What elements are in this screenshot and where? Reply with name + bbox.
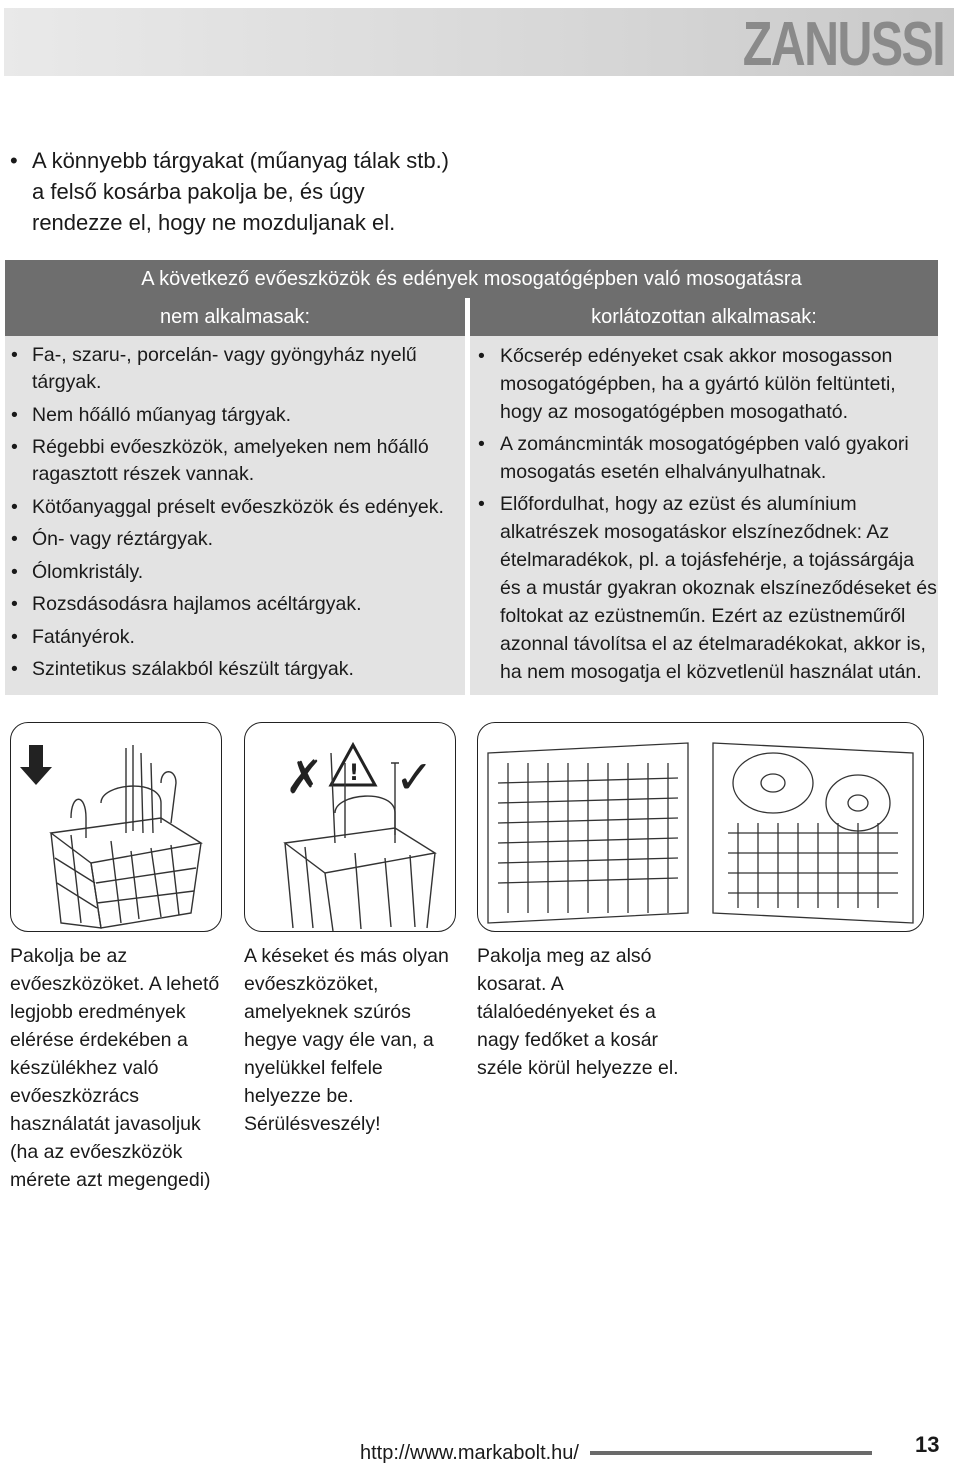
list-item: • Előfordulhat, hogy az ezüst és alumínium alkatrészek mosogatáskor elszíneződnek: Az ételmaradékok, pl. a tojásfehérje, a tojássárgája és a mustár gyakran okoznak elszíneződéseket és foltokat az ezüstneműn. Ezért az ezüstneműről azonnal távolítsa el az ételmaradékokat, akkor is, ha nem mosogatja el közvetlenül használat után.: [478, 493, 937, 683]
page-number: 13: [915, 1432, 940, 1457]
cutlery-basket-figure: [10, 722, 222, 932]
knives-warning-figure: [244, 722, 456, 932]
list-item: • Fa-, szaru-, porcelán- vagy gyöngyház nyelű tárgyak.: [11, 344, 417, 393]
suitability-table: [5, 260, 938, 695]
list-item: • Ón- vagy réztárgyak.: [11, 528, 213, 550]
bullet: •: [10, 148, 18, 173]
table-title: A következő evőeszközök és edények mosogatógépben való mosogatásra: [5, 260, 938, 298]
brand-logo: ZANUSSI: [742, 10, 944, 79]
footer-divider: [590, 1451, 872, 1455]
list-item: • Fatányérok.: [11, 625, 135, 648]
right-column-header: korlátozottan alkalmasak:: [470, 298, 938, 336]
header-bar: [4, 8, 954, 79]
lower-basket-figure: [477, 722, 924, 932]
cutlery-basket-icon: [51, 745, 201, 928]
cross-icon: ✗: [285, 750, 324, 804]
svg-text:!: !: [349, 761, 360, 786]
list-item: • Régebbi evőeszközök, amelyeken nem hőálló ragasztott részek vannak.: [11, 436, 429, 485]
intro-text: A könnyebb tárgyakat (műanyag tálak stb.) a felső kosárba pakolja be, és úgy rendezze el, hogy ne mozduljanak el.: [32, 148, 450, 235]
lower-basket-icon: [488, 743, 913, 923]
list-item: • Kőcserép edényeket csak akkor mosogasson mosogatógépben, ha a gyártó külön feltünteti, hogy az mosogatógépben mosogatható.: [478, 345, 896, 423]
figure-caption: Pakolja meg az alsó kosarat. A tálalóedényeket és a nagy fedőket a kosár széle körül helyezze el.: [477, 945, 679, 1079]
list-item: • Ólomkristály.: [11, 560, 144, 583]
list-item: • Kötőanyaggal préselt evőeszközök és edények.: [11, 495, 444, 518]
list-item: • Nem hőálló műanyag tárgyak.: [11, 403, 292, 426]
right-column: [470, 336, 938, 695]
left-column: [5, 336, 465, 695]
list-item: • A zománcminták mosogatógépben való gyakori mosogatás esetén elhalványulhatnak.: [478, 433, 909, 483]
left-column-header: nem alkalmasak:: [5, 298, 465, 336]
figure-caption: Pakolja be az evőeszközöket. A lehető legjobb eredmények elérése érdekében a készülékhez való evőeszközrács használatát javasoljuk (ha az evőeszközök mérete azt megengedi): [10, 945, 220, 1191]
list-item: • Rozsdásodásra hajlamos acéltárgyak.: [11, 593, 362, 615]
check-icon: ✓: [395, 750, 434, 804]
footer-url[interactable]: http://www.markabolt.hu/: [360, 1442, 579, 1464]
down-arrow-icon: [20, 745, 52, 785]
intro-paragraph: [10, 145, 450, 238]
figure-caption: A késeket és más olyan evőeszközöket, amelyeknek szúrós hegye vagy éle van, a nyelükkel felfele helyezze be. Sérülésveszély!: [244, 945, 449, 1135]
list-item: • Szintetikus szálakból készült tárgyak.: [11, 658, 354, 680]
